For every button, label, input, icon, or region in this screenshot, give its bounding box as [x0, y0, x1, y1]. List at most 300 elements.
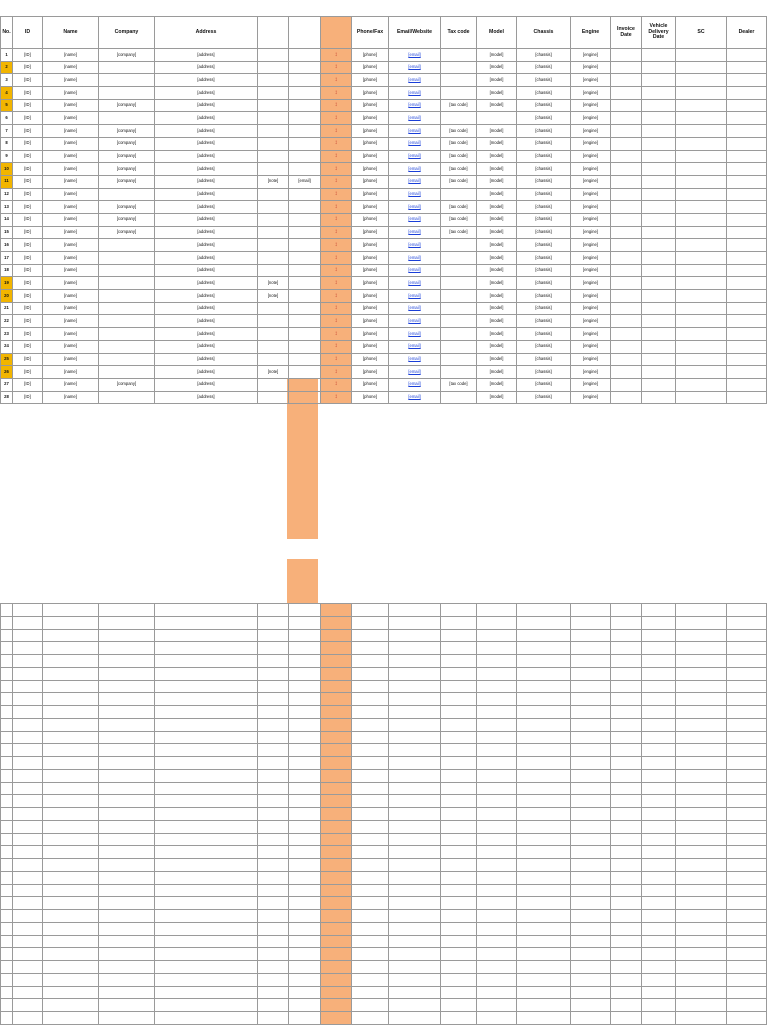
empty-cell[interactable]	[352, 718, 389, 731]
empty-cell[interactable]	[13, 884, 43, 897]
empty-cell[interactable]	[517, 859, 571, 872]
empty-cell[interactable]	[389, 986, 441, 999]
cell-invoice[interactable]	[611, 277, 642, 290]
cell-company[interactable]	[99, 315, 155, 328]
empty-cell[interactable]	[441, 680, 477, 693]
empty-cell[interactable]	[389, 999, 441, 1012]
empty-cell[interactable]	[155, 833, 258, 846]
empty-cell[interactable]	[477, 680, 517, 693]
empty-cell[interactable]	[571, 808, 611, 821]
empty-cell[interactable]	[1, 706, 13, 719]
empty-cell[interactable]	[352, 1012, 389, 1025]
cell-address[interactable]: [address]	[155, 175, 258, 188]
empty-cell[interactable]	[611, 731, 642, 744]
cell-phone[interactable]: [phone]	[352, 137, 389, 150]
empty-cell[interactable]	[477, 871, 517, 884]
cell-marker[interactable]	[321, 353, 352, 366]
empty-cell[interactable]	[727, 808, 767, 821]
cell-invoice[interactable]	[611, 112, 642, 125]
cell-company[interactable]: [company]	[99, 213, 155, 226]
col-header-chassis[interactable]: Chassis	[517, 17, 571, 49]
empty-cell[interactable]	[258, 833, 289, 846]
cell-chassis[interactable]: [chassis]	[517, 74, 571, 87]
cell-sc[interactable]	[676, 277, 727, 290]
cell-engine[interactable]: [engine]	[571, 137, 611, 150]
empty-cell[interactable]	[727, 616, 767, 629]
cell-no[interactable]: 16	[1, 239, 13, 252]
cell-marker[interactable]	[321, 239, 352, 252]
empty-cell[interactable]	[43, 846, 99, 859]
empty-cell[interactable]	[611, 604, 642, 617]
cell-id[interactable]: [ID]	[13, 201, 43, 214]
empty-cell[interactable]	[389, 795, 441, 808]
empty-cell[interactable]	[43, 757, 99, 770]
empty-cell[interactable]	[389, 871, 441, 884]
empty-cell[interactable]	[477, 667, 517, 680]
cell-tax[interactable]	[441, 391, 477, 404]
cell-address[interactable]: [address]	[155, 74, 258, 87]
cell-chassis[interactable]: [chassis]	[517, 226, 571, 239]
cell-address[interactable]: [address]	[155, 213, 258, 226]
empty-cell[interactable]	[43, 655, 99, 668]
cell-dealer[interactable]	[727, 87, 767, 100]
empty-cell[interactable]	[611, 629, 642, 642]
cell-tax[interactable]	[441, 264, 477, 277]
empty-cell[interactable]	[289, 935, 321, 948]
cell-chassis[interactable]: [chassis]	[517, 264, 571, 277]
empty-cell[interactable]	[289, 642, 321, 655]
empty-cell[interactable]	[477, 718, 517, 731]
cell-id[interactable]: [ID]	[13, 213, 43, 226]
cell-chassis[interactable]: [chassis]	[517, 125, 571, 138]
cell-no[interactable]: 26	[1, 366, 13, 379]
cell-address[interactable]: [address]	[155, 226, 258, 239]
cell-model[interactable]: [model]	[477, 302, 517, 315]
cell-vehicle[interactable]	[642, 87, 676, 100]
empty-cell[interactable]	[389, 961, 441, 974]
empty-cell[interactable]	[676, 782, 727, 795]
empty-cell[interactable]	[676, 922, 727, 935]
empty-cell[interactable]	[99, 897, 155, 910]
cell-engine[interactable]: [engine]	[571, 99, 611, 112]
empty-cell[interactable]	[43, 604, 99, 617]
empty-cell[interactable]	[321, 757, 352, 770]
cell-marker[interactable]	[321, 252, 352, 265]
cell-phone[interactable]: [phone]	[352, 112, 389, 125]
cell-tax[interactable]	[441, 328, 477, 341]
cell-chassis[interactable]: [chassis]	[517, 150, 571, 163]
empty-cell[interactable]	[611, 667, 642, 680]
empty-cell[interactable]	[611, 680, 642, 693]
empty-cell[interactable]	[352, 973, 389, 986]
cell-name[interactable]: [name]	[43, 315, 99, 328]
empty-cell[interactable]	[389, 884, 441, 897]
cell-email[interactable]: [email]	[389, 391, 441, 404]
cell-name[interactable]: [name]	[43, 49, 99, 62]
cell-vehicle[interactable]	[642, 353, 676, 366]
cell-marker[interactable]	[321, 264, 352, 277]
cell-engine[interactable]: [engine]	[571, 277, 611, 290]
empty-row[interactable]	[1, 961, 767, 974]
cell-address[interactable]: [address]	[155, 366, 258, 379]
cell-company[interactable]: [company]	[99, 137, 155, 150]
empty-cell[interactable]	[155, 693, 258, 706]
empty-cell[interactable]	[477, 769, 517, 782]
empty-cell[interactable]	[352, 999, 389, 1012]
cell-name[interactable]: [name]	[43, 239, 99, 252]
empty-cell[interactable]	[676, 718, 727, 731]
cell-address[interactable]: [address]	[155, 49, 258, 62]
empty-row[interactable]	[1, 680, 767, 693]
empty-row[interactable]	[1, 922, 767, 935]
cell-invoice[interactable]	[611, 74, 642, 87]
empty-cell[interactable]	[727, 846, 767, 859]
empty-cell[interactable]	[642, 655, 676, 668]
empty-cell[interactable]	[155, 859, 258, 872]
cell-sc[interactable]	[676, 213, 727, 226]
empty-cell[interactable]	[642, 973, 676, 986]
empty-cell[interactable]	[352, 655, 389, 668]
cell-phone[interactable]: [phone]	[352, 188, 389, 201]
empty-cell[interactable]	[13, 922, 43, 935]
empty-cell[interactable]	[13, 986, 43, 999]
cell-id[interactable]: [ID]	[13, 264, 43, 277]
empty-cell[interactable]	[676, 935, 727, 948]
cell-id[interactable]: [ID]	[13, 378, 43, 391]
empty-cell[interactable]	[727, 910, 767, 923]
cell-dealer[interactable]	[727, 366, 767, 379]
cell-no[interactable]: 28	[1, 391, 13, 404]
empty-cell[interactable]	[642, 642, 676, 655]
cell-phone[interactable]: [phone]	[352, 378, 389, 391]
cell-sc[interactable]	[676, 353, 727, 366]
cell-address[interactable]: [address]	[155, 61, 258, 74]
cell-vehicle[interactable]	[642, 49, 676, 62]
cell-company[interactable]: [company]	[99, 49, 155, 62]
empty-cell[interactable]	[1, 986, 13, 999]
cell-no[interactable]: 7	[1, 125, 13, 138]
empty-cell[interactable]	[676, 884, 727, 897]
empty-cell[interactable]	[441, 859, 477, 872]
empty-cell[interactable]	[642, 999, 676, 1012]
empty-cell[interactable]	[155, 846, 258, 859]
empty-cell[interactable]	[13, 833, 43, 846]
cell-id[interactable]: [ID]	[13, 366, 43, 379]
empty-cell[interactable]	[642, 667, 676, 680]
empty-cell[interactable]	[642, 897, 676, 910]
empty-cell[interactable]	[517, 795, 571, 808]
cell-note[interactable]	[258, 74, 289, 87]
cell-note[interactable]: [note]	[258, 277, 289, 290]
empty-cell[interactable]	[611, 1012, 642, 1025]
cell-model[interactable]: [model]	[477, 150, 517, 163]
empty-cell[interactable]	[727, 884, 767, 897]
table-row[interactable]	[1, 366, 767, 379]
empty-cell[interactable]	[289, 808, 321, 821]
empty-cell[interactable]	[258, 706, 289, 719]
cell-company[interactable]	[99, 188, 155, 201]
empty-cell[interactable]	[99, 808, 155, 821]
empty-cell[interactable]	[441, 884, 477, 897]
empty-cell[interactable]	[289, 871, 321, 884]
cell-tax[interactable]	[441, 239, 477, 252]
empty-cell[interactable]	[517, 1012, 571, 1025]
empty-cell[interactable]	[611, 655, 642, 668]
cell-company[interactable]	[99, 112, 155, 125]
cell-sc[interactable]	[676, 328, 727, 341]
cell-invoice[interactable]	[611, 252, 642, 265]
empty-cell[interactable]	[611, 782, 642, 795]
cell-email[interactable]: [email]	[389, 340, 441, 353]
empty-cell[interactable]	[441, 973, 477, 986]
empty-cell[interactable]	[289, 706, 321, 719]
empty-cell[interactable]	[441, 795, 477, 808]
cell-name[interactable]: [name]	[43, 226, 99, 239]
cell-phone[interactable]: [phone]	[352, 213, 389, 226]
col-header-vehicle[interactable]: Vehicle Delivery Date	[642, 17, 676, 49]
empty-cell[interactable]	[611, 871, 642, 884]
empty-cell[interactable]	[571, 859, 611, 872]
col-header-invoice[interactable]: Invoice Date	[611, 17, 642, 49]
empty-cell[interactable]	[727, 718, 767, 731]
cell-engine[interactable]: [engine]	[571, 49, 611, 62]
empty-cell[interactable]	[321, 820, 352, 833]
empty-cell[interactable]	[352, 884, 389, 897]
empty-cell[interactable]	[642, 795, 676, 808]
empty-cell[interactable]	[571, 769, 611, 782]
empty-cell[interactable]	[642, 871, 676, 884]
empty-cell[interactable]	[43, 744, 99, 757]
empty-cell[interactable]	[321, 859, 352, 872]
empty-cell[interactable]	[676, 871, 727, 884]
empty-cell[interactable]	[99, 922, 155, 935]
empty-cell[interactable]	[477, 731, 517, 744]
empty-cell[interactable]	[1, 744, 13, 757]
cell-address[interactable]: [address]	[155, 188, 258, 201]
empty-cell[interactable]	[477, 604, 517, 617]
cell-marker[interactable]	[321, 277, 352, 290]
cell-vehicle[interactable]	[642, 239, 676, 252]
empty-cell[interactable]	[571, 757, 611, 770]
empty-row[interactable]	[1, 1012, 767, 1025]
cell-chassis[interactable]: [chassis]	[517, 391, 571, 404]
empty-cell[interactable]	[13, 718, 43, 731]
cell-address[interactable]: [address]	[155, 163, 258, 176]
empty-cell[interactable]	[477, 616, 517, 629]
empty-cell[interactable]	[611, 859, 642, 872]
table-row[interactable]	[1, 213, 767, 226]
cell-marker[interactable]	[321, 201, 352, 214]
cell-vehicle[interactable]	[642, 125, 676, 138]
empty-cell[interactable]	[289, 629, 321, 642]
empty-cell[interactable]	[389, 693, 441, 706]
empty-cell[interactable]	[611, 897, 642, 910]
cell-name[interactable]: [name]	[43, 163, 99, 176]
cell-dealer[interactable]	[727, 378, 767, 391]
empty-cell[interactable]	[155, 884, 258, 897]
empty-cell[interactable]	[642, 782, 676, 795]
cell-dealer[interactable]	[727, 264, 767, 277]
cell-company[interactable]	[99, 328, 155, 341]
empty-cell[interactable]	[517, 871, 571, 884]
empty-cell[interactable]	[1, 961, 13, 974]
empty-cell[interactable]	[13, 999, 43, 1012]
cell-model[interactable]: [model]	[477, 74, 517, 87]
cell-invoice[interactable]	[611, 163, 642, 176]
cell-sc[interactable]	[676, 163, 727, 176]
cell-phone[interactable]: [phone]	[352, 99, 389, 112]
empty-cell[interactable]	[13, 731, 43, 744]
cell-vehicle[interactable]	[642, 61, 676, 74]
cell-note[interactable]	[258, 340, 289, 353]
cell-name[interactable]: [name]	[43, 290, 99, 303]
cell-dealer[interactable]	[727, 175, 767, 188]
empty-cell[interactable]	[321, 808, 352, 821]
empty-cell[interactable]	[571, 910, 611, 923]
empty-cell[interactable]	[477, 808, 517, 821]
cell-vehicle[interactable]	[642, 112, 676, 125]
empty-cell[interactable]	[43, 616, 99, 629]
empty-cell[interactable]	[571, 706, 611, 719]
cell-sc[interactable]	[676, 99, 727, 112]
cell-address[interactable]: [address]	[155, 125, 258, 138]
empty-cell[interactable]	[676, 604, 727, 617]
empty-cell[interactable]	[389, 1012, 441, 1025]
empty-cell[interactable]	[321, 642, 352, 655]
cell-address[interactable]: [address]	[155, 391, 258, 404]
empty-cell[interactable]	[99, 986, 155, 999]
empty-cell[interactable]	[517, 922, 571, 935]
empty-row[interactable]	[1, 795, 767, 808]
empty-cell[interactable]	[1, 731, 13, 744]
cell-marker[interactable]	[321, 125, 352, 138]
cell-model[interactable]: [model]	[477, 137, 517, 150]
empty-cell[interactable]	[517, 808, 571, 821]
empty-cell[interactable]	[321, 897, 352, 910]
cell-invoice[interactable]	[611, 340, 642, 353]
empty-cell[interactable]	[477, 642, 517, 655]
cell-marker[interactable]	[321, 302, 352, 315]
empty-cell[interactable]	[43, 782, 99, 795]
cell-sc[interactable]	[676, 61, 727, 74]
cell-dealer[interactable]	[727, 290, 767, 303]
empty-cell[interactable]	[321, 846, 352, 859]
cell-email[interactable]: [email]	[389, 366, 441, 379]
cell-chassis[interactable]: [chassis]	[517, 163, 571, 176]
cell-invoice[interactable]	[611, 188, 642, 201]
empty-cell[interactable]	[477, 948, 517, 961]
empty-cell[interactable]	[441, 693, 477, 706]
empty-cell[interactable]	[1, 616, 13, 629]
empty-cell[interactable]	[571, 961, 611, 974]
empty-row[interactable]	[1, 604, 767, 617]
cell-id[interactable]: [ID]	[13, 137, 43, 150]
empty-cell[interactable]	[517, 973, 571, 986]
empty-cell[interactable]	[477, 795, 517, 808]
empty-cell[interactable]	[258, 642, 289, 655]
empty-cell[interactable]	[477, 693, 517, 706]
empty-cell[interactable]	[441, 642, 477, 655]
empty-cell[interactable]	[642, 680, 676, 693]
empty-row[interactable]	[1, 706, 767, 719]
empty-cell[interactable]	[477, 999, 517, 1012]
cell-sc[interactable]	[676, 391, 727, 404]
cell-no[interactable]: 18	[1, 264, 13, 277]
cell-extra[interactable]	[289, 99, 321, 112]
empty-cell[interactable]	[155, 973, 258, 986]
empty-cell[interactable]	[1, 769, 13, 782]
empty-cell[interactable]	[611, 948, 642, 961]
table-row[interactable]	[1, 264, 767, 277]
empty-cell[interactable]	[642, 1012, 676, 1025]
empty-cell[interactable]	[13, 910, 43, 923]
cell-marker[interactable]	[321, 150, 352, 163]
empty-cell[interactable]	[441, 667, 477, 680]
empty-cell[interactable]	[99, 871, 155, 884]
empty-cell[interactable]	[477, 757, 517, 770]
cell-engine[interactable]: [engine]	[571, 87, 611, 100]
table-row[interactable]	[1, 391, 767, 404]
empty-cell[interactable]	[441, 820, 477, 833]
cell-address[interactable]: [address]	[155, 252, 258, 265]
empty-cell[interactable]	[441, 910, 477, 923]
cell-email[interactable]: [email]	[389, 175, 441, 188]
empty-cell[interactable]	[676, 897, 727, 910]
empty-cell[interactable]	[477, 986, 517, 999]
empty-cell[interactable]	[517, 706, 571, 719]
empty-cell[interactable]	[1, 948, 13, 961]
cell-engine[interactable]: [engine]	[571, 201, 611, 214]
table-row[interactable]	[1, 188, 767, 201]
empty-cell[interactable]	[1, 680, 13, 693]
empty-cell[interactable]	[99, 744, 155, 757]
cell-engine[interactable]: [engine]	[571, 378, 611, 391]
cell-tax[interactable]: [tax code]	[441, 213, 477, 226]
empty-cell[interactable]	[99, 693, 155, 706]
cell-company[interactable]	[99, 366, 155, 379]
cell-email[interactable]: [email]	[389, 112, 441, 125]
empty-cell[interactable]	[258, 922, 289, 935]
cell-dealer[interactable]	[727, 226, 767, 239]
empty-cell[interactable]	[676, 693, 727, 706]
col-header-email[interactable]: Email/Website	[389, 17, 441, 49]
col-header-address[interactable]: Address	[155, 17, 258, 49]
cell-marker[interactable]	[321, 290, 352, 303]
empty-cell[interactable]	[321, 693, 352, 706]
cell-name[interactable]: [name]	[43, 188, 99, 201]
cell-chassis[interactable]: [chassis]	[517, 366, 571, 379]
empty-cell[interactable]	[155, 744, 258, 757]
cell-engine[interactable]: [engine]	[571, 290, 611, 303]
empty-cell[interactable]	[321, 935, 352, 948]
empty-cell[interactable]	[611, 642, 642, 655]
cell-tax[interactable]	[441, 302, 477, 315]
empty-cell[interactable]	[258, 655, 289, 668]
cell-email[interactable]: [email]	[389, 264, 441, 277]
cell-tax[interactable]	[441, 252, 477, 265]
cell-name[interactable]: [name]	[43, 137, 99, 150]
cell-id[interactable]: [ID]	[13, 328, 43, 341]
cell-id[interactable]: [ID]	[13, 74, 43, 87]
cell-dealer[interactable]	[727, 391, 767, 404]
cell-sc[interactable]	[676, 74, 727, 87]
empty-cell[interactable]	[321, 871, 352, 884]
cell-sc[interactable]	[676, 201, 727, 214]
empty-cell[interactable]	[155, 935, 258, 948]
empty-cell[interactable]	[676, 820, 727, 833]
cell-vehicle[interactable]	[642, 315, 676, 328]
cell-engine[interactable]: [engine]	[571, 175, 611, 188]
